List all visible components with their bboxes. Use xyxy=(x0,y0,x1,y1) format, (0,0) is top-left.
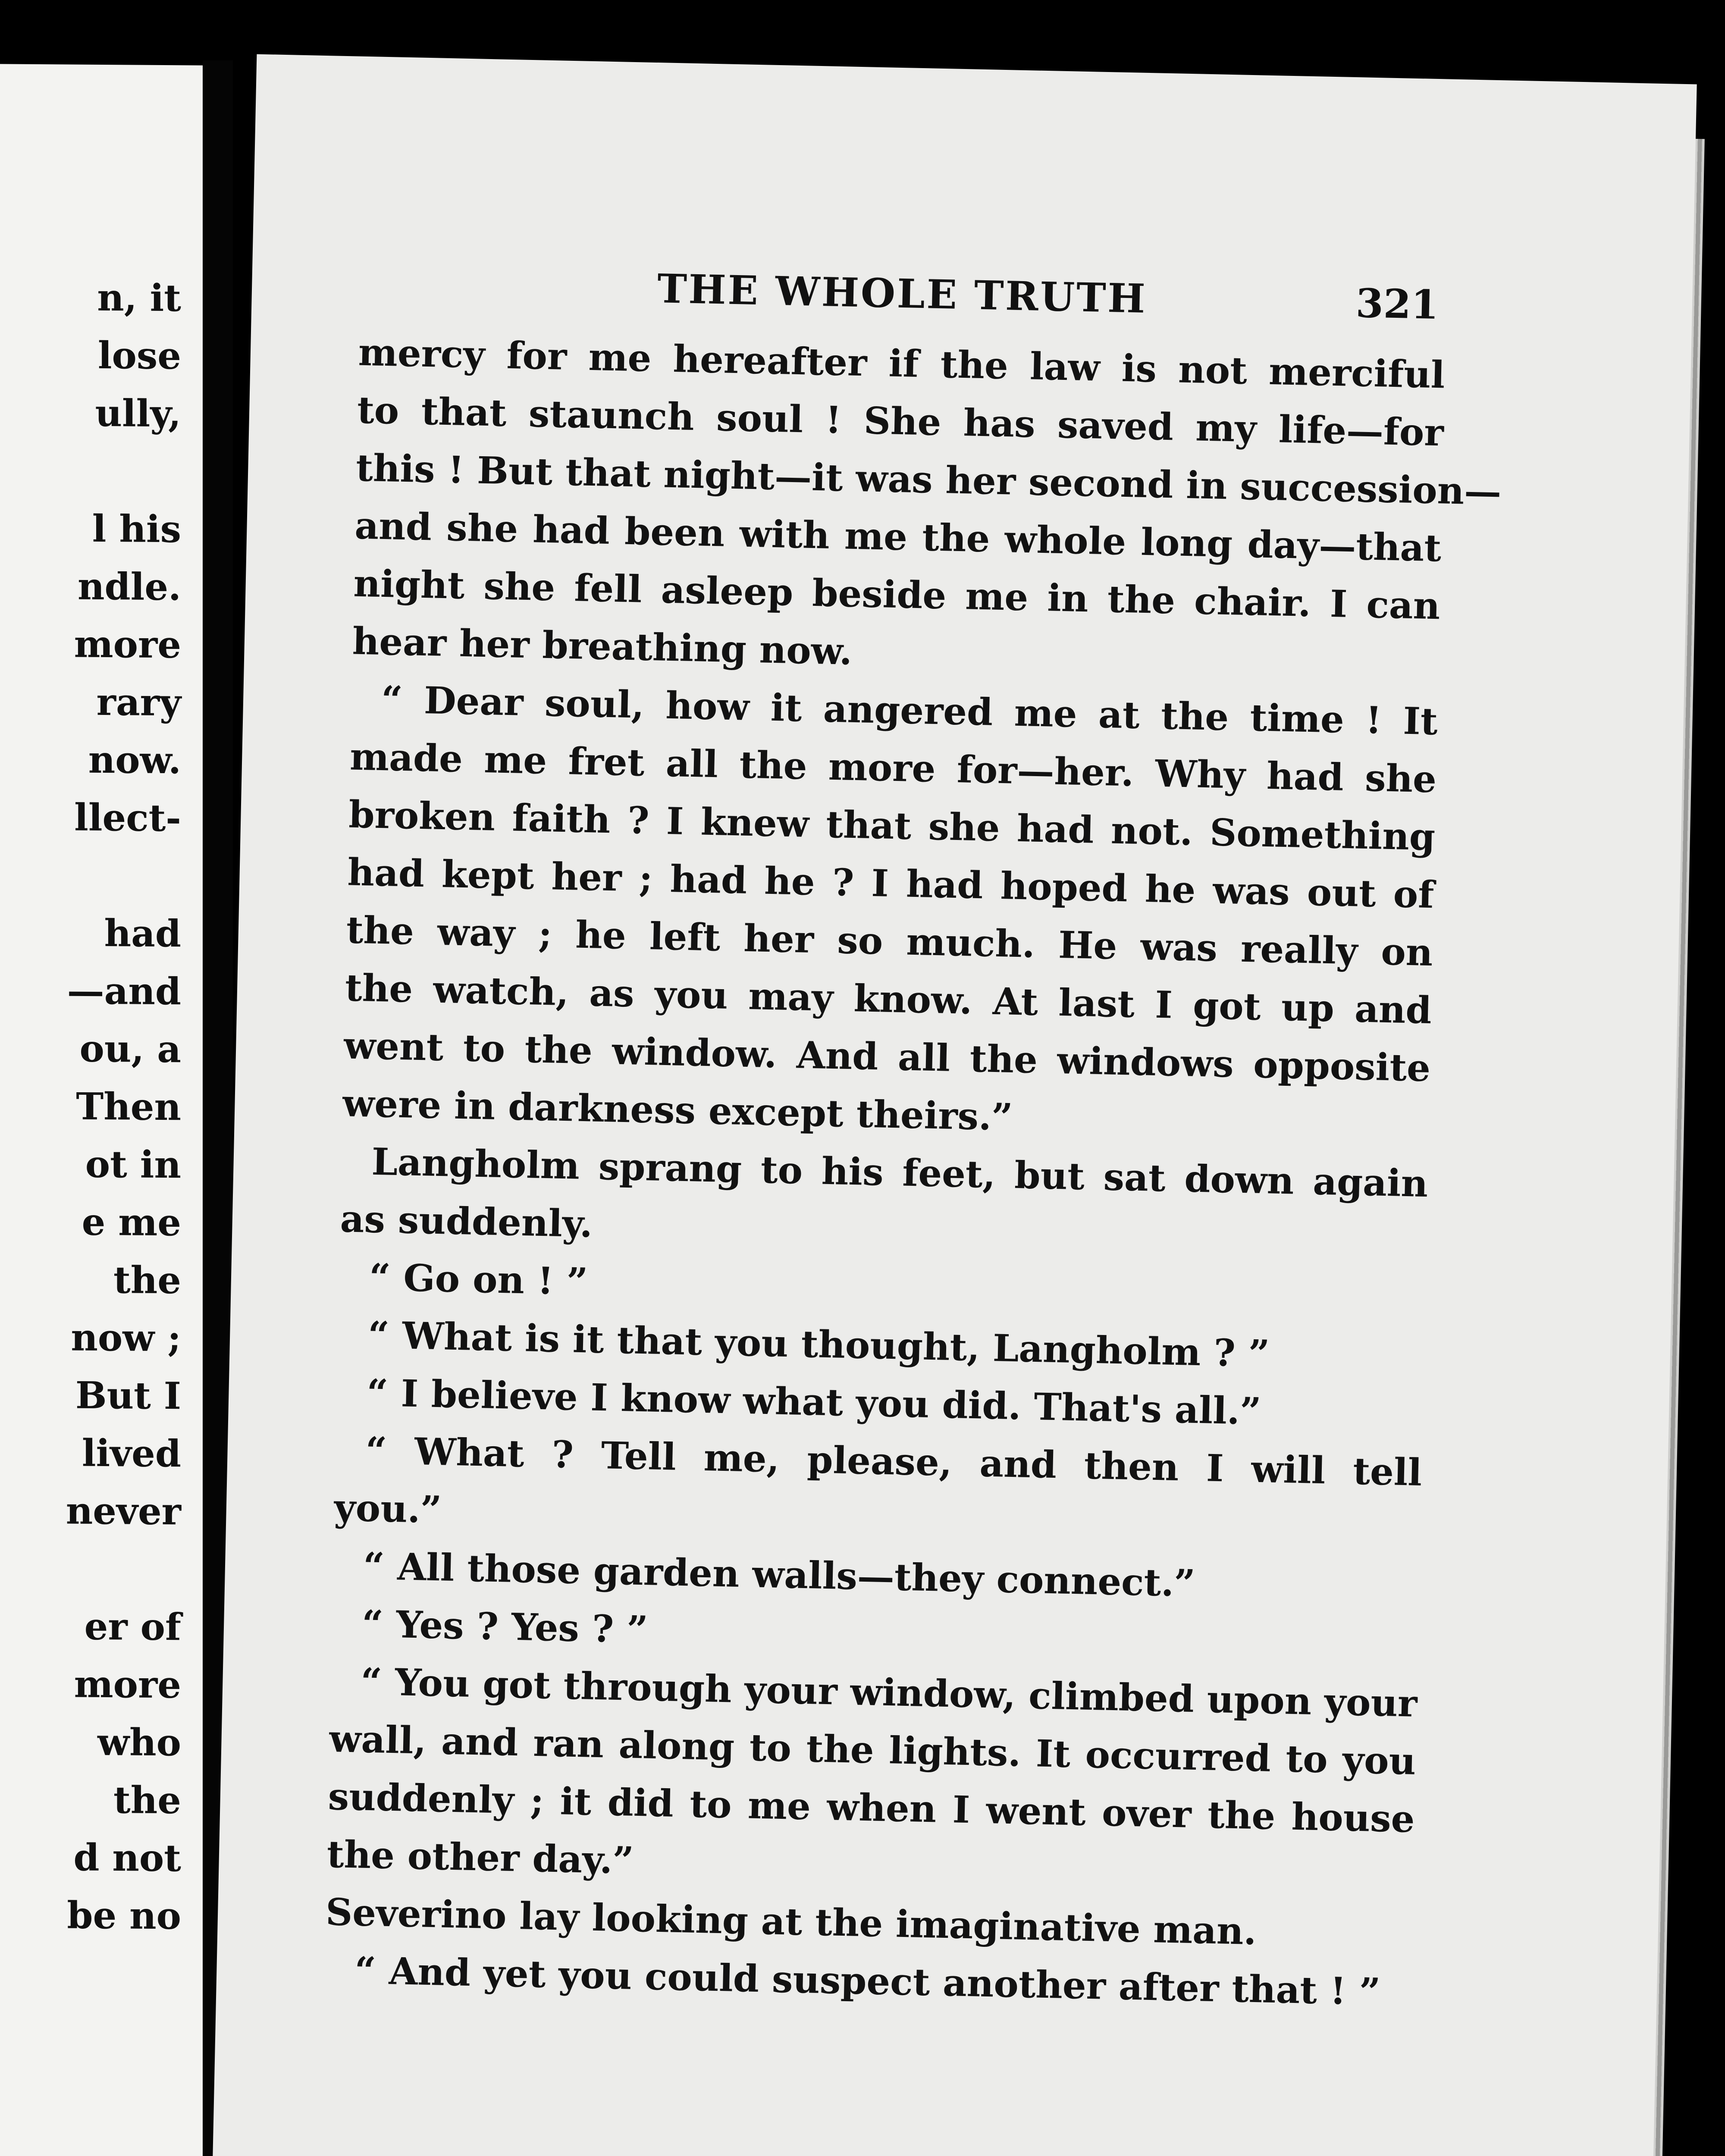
body-text xyxy=(324,324,1502,2022)
left-page-text-fragment: never xyxy=(66,1489,181,1534)
text-line: “ And yet you could suspect another after that ! ” xyxy=(354,1949,1381,2014)
text-line: this ! But that night—it was her second in succession— xyxy=(355,446,1502,514)
left-page-text-fragment: rary xyxy=(96,680,181,725)
text-line: Severino lay looking at the imaginative man. xyxy=(325,1890,1257,1954)
left-page-text-fragment: llect- xyxy=(74,796,181,840)
left-page-text-fragment: —and xyxy=(67,969,181,1014)
left-page-text-fragment: er of xyxy=(84,1604,181,1649)
text-line: and she had been with me the whole long day—that xyxy=(354,504,1442,570)
left-page-text-fragment: But I xyxy=(75,1373,181,1418)
left-page-text-fragment: ully, xyxy=(95,391,181,436)
text-line: Langholm sprang to his feet, but sat down again xyxy=(371,1140,1429,1206)
left-page-text-fragment: had xyxy=(104,912,181,956)
left-page-text-fragment: n, it xyxy=(97,276,181,320)
left-page-text-fragment: the xyxy=(113,1778,181,1823)
running-title: THE WHOLE TRUTH xyxy=(657,265,1148,322)
left-page-text-fragment: l his xyxy=(92,507,181,552)
text-line: “ Dear soul, how it angered me at the time ! It xyxy=(381,677,1438,744)
text-line: “ You got through your window, climbed upon your xyxy=(360,1660,1418,1726)
text-line: went to the window. And all the windows opposite xyxy=(343,1024,1431,1091)
text-line: had kept her ; had he ? I had hoped he was out of xyxy=(347,850,1435,917)
left-page-fragment xyxy=(0,64,203,2156)
text-line: “ All those garden walls—they connect.” xyxy=(363,1544,1196,1605)
left-page-text-fragment: who xyxy=(97,1720,181,1765)
left-page-text-fragment: lose xyxy=(97,333,181,378)
text-line: “ What is it that you thought, Langholm ? ” xyxy=(367,1313,1270,1376)
left-page-text-fragment: d not xyxy=(73,1836,181,1880)
text-line: suddenly ; it did to me when I went over the house xyxy=(327,1774,1415,1841)
left-page-text-fragment: Then xyxy=(76,1084,181,1129)
left-page-text-fragment: be no xyxy=(67,1893,181,1938)
text-line: to that staunch soul ! She has saved my life—for xyxy=(357,388,1444,455)
left-page-text-fragment: ndle. xyxy=(78,564,181,609)
text-line: the other day.” xyxy=(326,1832,634,1883)
text-line: the way ; he left her so much. He was really on xyxy=(345,908,1433,975)
left-page-text-fragment: now. xyxy=(88,738,181,783)
text-line: the watch, as you may know. At last I got up and xyxy=(345,966,1432,1033)
left-page-text-fragment: more xyxy=(74,622,181,667)
left-page-text-fragment: the xyxy=(113,1258,181,1303)
text-line: were in darkness except theirs.” xyxy=(342,1081,1013,1139)
text-line: “ I believe I know what you did. That's all.” xyxy=(366,1371,1262,1434)
left-page-text-fragment: e me xyxy=(82,1200,181,1245)
left-page-text-fragment: more xyxy=(74,1662,181,1707)
text-line: wall, and ran along to the lights. It occurred to you xyxy=(329,1717,1417,1783)
text-line: you.” xyxy=(333,1486,442,1532)
page-number: 321 xyxy=(1355,280,1440,329)
left-page-text-fragment: ou, a xyxy=(79,1027,181,1072)
left-page-text-fragment: lived xyxy=(82,1431,181,1476)
text-line: hear her breathing now. xyxy=(351,619,853,674)
right-page xyxy=(209,54,1697,2156)
text-line: as suddenly. xyxy=(339,1197,593,1246)
text-line: “ What ? Tell me, please, and then I will tell xyxy=(365,1429,1423,1495)
text-line: “ Yes ? Yes ? ” xyxy=(361,1602,649,1652)
text-line: mercy for me hereafter if the law is not merciful xyxy=(358,330,1446,397)
text-line: made me fret all the more for—her. Why had she xyxy=(349,735,1437,802)
text-line: “ Go on ! ” xyxy=(369,1255,589,1304)
left-page-text-fragment: ot in xyxy=(85,1142,181,1187)
left-page-text-fragment: now ; xyxy=(71,1316,181,1360)
text-line: broken faith ? I knew that she had not. Something xyxy=(348,793,1436,859)
text-line: night she fell asleep beside me in the chair. I can xyxy=(353,561,1441,628)
